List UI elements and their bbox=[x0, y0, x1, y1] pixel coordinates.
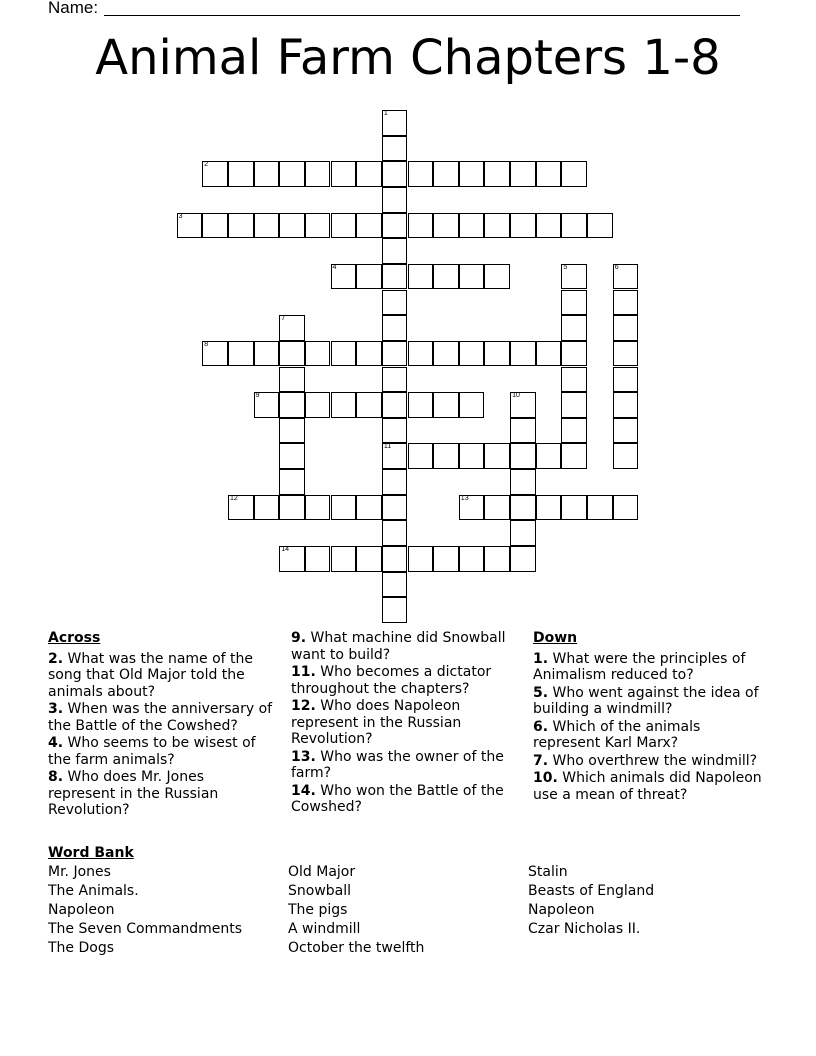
grid-cell[interactable] bbox=[613, 443, 639, 469]
across-clue bbox=[291, 664, 523, 697]
word-bank-item: Snowball bbox=[288, 883, 352, 899]
across-clue bbox=[48, 735, 273, 768]
grid-cell[interactable] bbox=[536, 341, 562, 367]
clue-number: 5 bbox=[563, 263, 568, 271]
grid-cell[interactable] bbox=[331, 546, 357, 572]
grid-cell[interactable] bbox=[331, 264, 357, 290]
grid-cell[interactable] bbox=[510, 341, 536, 367]
clue-text: Who went against the idea of building a windmill? bbox=[533, 684, 759, 717]
grid-cell[interactable] bbox=[536, 161, 562, 187]
across-clue bbox=[291, 749, 523, 782]
word-bank-column-1 bbox=[48, 863, 242, 958]
grid-cell[interactable] bbox=[484, 341, 510, 367]
clue-number: 8 bbox=[204, 340, 209, 348]
word-bank-item: October the twelfth bbox=[288, 940, 425, 956]
grid-cell[interactable] bbox=[279, 213, 305, 239]
clue-number: 2 bbox=[204, 161, 209, 169]
clue-text: Which of the animals represent Karl Marx? bbox=[533, 718, 701, 751]
clue-number: 13 bbox=[460, 494, 469, 502]
grid-cell[interactable] bbox=[536, 495, 562, 521]
grid-cell[interactable] bbox=[382, 136, 408, 162]
grid-cell[interactable] bbox=[356, 213, 382, 239]
grid-cell[interactable] bbox=[331, 161, 357, 187]
grid-cell[interactable] bbox=[382, 264, 408, 290]
clue-number: 4. bbox=[48, 735, 64, 751]
grid-cell[interactable] bbox=[433, 546, 459, 572]
grid-cell[interactable] bbox=[331, 495, 357, 521]
grid-cell[interactable] bbox=[613, 341, 639, 367]
grid-cell[interactable] bbox=[408, 443, 434, 469]
clue-text: What machine did Snowball want to build? bbox=[291, 630, 506, 663]
grid-cell[interactable] bbox=[613, 367, 639, 393]
grid-cell[interactable] bbox=[408, 264, 434, 290]
clue-number: 4 bbox=[332, 263, 337, 271]
clue-number: 1 bbox=[383, 110, 388, 117]
grid-cell[interactable] bbox=[305, 341, 331, 367]
grid-cell[interactable] bbox=[356, 546, 382, 572]
across-clue bbox=[48, 769, 273, 819]
clue-number: 14 bbox=[281, 546, 290, 554]
name-label: Name: bbox=[48, 0, 99, 17]
grid-cell[interactable] bbox=[561, 392, 587, 418]
word-bank-item: Old Major bbox=[288, 864, 356, 880]
clue-text: What were the principles of Animalism reduced to? bbox=[533, 650, 746, 683]
grid-cell[interactable] bbox=[561, 367, 587, 393]
grid-cell[interactable] bbox=[510, 443, 536, 469]
grid-cell[interactable] bbox=[561, 290, 587, 316]
grid-cell[interactable] bbox=[510, 469, 536, 495]
clue-number: 1. bbox=[533, 650, 549, 667]
grid-cell[interactable] bbox=[408, 161, 434, 187]
grid-cell[interactable] bbox=[408, 213, 434, 239]
grid-cell[interactable] bbox=[382, 469, 408, 495]
grid-cell[interactable] bbox=[305, 546, 331, 572]
grid-cell[interactable] bbox=[433, 264, 459, 290]
grid-cell[interactable] bbox=[561, 161, 587, 187]
grid-cell[interactable] bbox=[331, 213, 357, 239]
across-clue bbox=[48, 701, 273, 734]
grid-cell[interactable] bbox=[433, 443, 459, 469]
grid-cell[interactable] bbox=[561, 213, 587, 239]
down-heading: Down bbox=[533, 630, 578, 646]
grid-cell[interactable] bbox=[510, 213, 536, 239]
clue-number: 6. bbox=[533, 718, 549, 735]
clue-number: 9. bbox=[291, 630, 307, 646]
grid-cell[interactable] bbox=[484, 495, 510, 521]
word-bank-item: Mr. Jones bbox=[48, 864, 111, 880]
grid-cell[interactable] bbox=[408, 392, 434, 418]
grid-cell[interactable] bbox=[279, 418, 305, 444]
clue-number: 8. bbox=[48, 769, 64, 785]
grid-cell[interactable] bbox=[305, 213, 331, 239]
grid-cell[interactable] bbox=[510, 495, 536, 521]
clue-number: 10. bbox=[533, 770, 558, 786]
grid-cell[interactable] bbox=[433, 213, 459, 239]
word-bank-item: Napoleon bbox=[48, 902, 115, 918]
grid-cell[interactable] bbox=[279, 495, 305, 521]
page-title: Animal Farm Chapters 1-8 bbox=[95, 30, 721, 86]
grid-cell[interactable] bbox=[305, 161, 331, 187]
grid-cell[interactable] bbox=[561, 264, 587, 290]
grid-cell[interactable] bbox=[202, 161, 228, 187]
grid-cell[interactable] bbox=[279, 367, 305, 393]
grid-cell[interactable] bbox=[331, 392, 357, 418]
grid-cell[interactable] bbox=[356, 264, 382, 290]
grid-cell[interactable] bbox=[613, 315, 639, 341]
grid-cell[interactable] bbox=[613, 418, 639, 444]
grid-cell[interactable] bbox=[459, 392, 485, 418]
grid-cell[interactable] bbox=[382, 110, 408, 136]
clue-text: When was the anniversary of the Battle of the Cowshed? bbox=[48, 701, 273, 734]
grid-cell[interactable] bbox=[254, 341, 280, 367]
grid-cell[interactable] bbox=[587, 495, 613, 521]
grid-cell[interactable] bbox=[382, 520, 408, 546]
grid-cell[interactable] bbox=[561, 315, 587, 341]
word-bank-column-3 bbox=[528, 863, 654, 939]
clue-text: Who does Napoleon represent in the Russian Revolution? bbox=[291, 698, 462, 747]
grid-cell[interactable] bbox=[382, 238, 408, 264]
clue-number: 2. bbox=[48, 650, 64, 667]
clue-number: 3. bbox=[48, 701, 64, 717]
grid-cell[interactable] bbox=[382, 315, 408, 341]
grid-cell[interactable] bbox=[484, 161, 510, 187]
grid-cell[interactable] bbox=[382, 213, 408, 239]
word-bank-item: The Seven Commandments bbox=[48, 921, 243, 937]
grid-cell[interactable] bbox=[228, 161, 254, 187]
clue-number: 9 bbox=[255, 392, 260, 400]
word-bank-item: The Dogs bbox=[48, 940, 115, 956]
grid-cell[interactable] bbox=[202, 341, 228, 367]
across-clues-column-1 bbox=[48, 630, 273, 820]
grid-cell[interactable] bbox=[510, 418, 536, 444]
grid-cell[interactable] bbox=[587, 213, 613, 239]
grid-cell[interactable] bbox=[279, 341, 305, 367]
clue-text: Which animals did Napoleon use a mean of threat? bbox=[533, 770, 762, 803]
down-clue bbox=[533, 770, 769, 803]
grid-cell[interactable] bbox=[254, 392, 280, 418]
grid-cell[interactable] bbox=[510, 161, 536, 187]
grid-cell[interactable] bbox=[382, 161, 408, 187]
grid-cell[interactable] bbox=[356, 495, 382, 521]
grid-cell[interactable] bbox=[613, 264, 639, 290]
grid-cell[interactable] bbox=[536, 213, 562, 239]
grid-cell[interactable] bbox=[484, 213, 510, 239]
grid-cell[interactable] bbox=[561, 443, 587, 469]
grid-cell[interactable] bbox=[177, 213, 203, 239]
grid-cell[interactable] bbox=[305, 495, 331, 521]
grid-cell[interactable] bbox=[279, 469, 305, 495]
clue-number: 7 bbox=[281, 315, 286, 323]
grid-cell[interactable] bbox=[254, 495, 280, 521]
grid-cell[interactable] bbox=[459, 495, 485, 521]
across-clue bbox=[48, 651, 273, 701]
word-bank-item: Stalin bbox=[528, 864, 568, 880]
word-bank-item: Napoleon bbox=[528, 902, 595, 918]
grid-cell[interactable] bbox=[459, 443, 485, 469]
grid-cell[interactable] bbox=[536, 443, 562, 469]
grid-cell[interactable] bbox=[228, 213, 254, 239]
across-clue bbox=[291, 783, 523, 816]
grid-cell[interactable] bbox=[433, 161, 459, 187]
grid-cell[interactable] bbox=[382, 572, 408, 598]
across-clue bbox=[291, 698, 523, 748]
grid-cell[interactable] bbox=[279, 315, 305, 341]
grid-cell[interactable] bbox=[561, 495, 587, 521]
grid-cell[interactable] bbox=[459, 341, 485, 367]
grid-cell[interactable] bbox=[254, 161, 280, 187]
grid-cell[interactable] bbox=[202, 213, 228, 239]
word-bank bbox=[48, 844, 134, 863]
across-heading: Across bbox=[48, 630, 101, 646]
down-clues-column bbox=[533, 630, 769, 804]
grid-cell[interactable] bbox=[510, 546, 536, 572]
grid-cell[interactable] bbox=[382, 367, 408, 393]
down-clue bbox=[533, 685, 769, 718]
clue-number: 10 bbox=[512, 392, 520, 400]
clue-number: 7. bbox=[533, 752, 549, 769]
grid-cell[interactable] bbox=[279, 161, 305, 187]
grid-cell[interactable] bbox=[305, 392, 331, 418]
word-bank-item: Czar Nicholas II. bbox=[528, 921, 641, 937]
word-bank-column-2 bbox=[288, 863, 424, 958]
grid-cell[interactable] bbox=[561, 418, 587, 444]
grid-cell[interactable] bbox=[459, 161, 485, 187]
grid-cell[interactable] bbox=[382, 597, 408, 623]
word-bank-item: The Animals. bbox=[48, 883, 139, 899]
grid-cell[interactable] bbox=[254, 213, 280, 239]
clue-text: Who was the owner of the farm? bbox=[291, 748, 504, 781]
down-clue bbox=[533, 753, 769, 770]
word-bank-item: The pigs bbox=[288, 902, 348, 918]
clue-number: 11. bbox=[291, 664, 316, 680]
word-bank-item: Beasts of England bbox=[528, 883, 655, 899]
grid-cell[interactable] bbox=[433, 341, 459, 367]
grid-cell[interactable] bbox=[279, 443, 305, 469]
grid-cell[interactable] bbox=[382, 546, 408, 572]
grid-cell[interactable] bbox=[613, 290, 639, 316]
grid-cell[interactable] bbox=[382, 392, 408, 418]
grid-cell[interactable] bbox=[459, 546, 485, 572]
clue-text: What was the name of the song that Old Major told the animals about? bbox=[48, 650, 254, 700]
grid-cell[interactable] bbox=[561, 341, 587, 367]
clue-text: Who seems to be wisest of the farm animals? bbox=[48, 735, 256, 768]
grid-cell[interactable] bbox=[279, 546, 305, 572]
grid-cell[interactable] bbox=[382, 290, 408, 316]
grid-cell[interactable] bbox=[408, 546, 434, 572]
grid-cell[interactable] bbox=[331, 341, 357, 367]
grid-cell[interactable] bbox=[613, 392, 639, 418]
clue-text: Who won the Battle of the Cowshed? bbox=[291, 782, 504, 815]
grid-cell[interactable] bbox=[228, 341, 254, 367]
clue-text: Who does Mr. Jones represent in the Russian Revolution? bbox=[48, 769, 219, 818]
grid-cell[interactable] bbox=[382, 495, 408, 521]
grid-cell[interactable] bbox=[408, 341, 434, 367]
grid-cell[interactable] bbox=[510, 520, 536, 546]
clue-number: 13. bbox=[291, 748, 316, 765]
grid-cell[interactable] bbox=[459, 213, 485, 239]
grid-cell[interactable] bbox=[382, 418, 408, 444]
down-clue bbox=[533, 719, 769, 752]
grid-cell[interactable] bbox=[279, 392, 305, 418]
across-clue bbox=[291, 630, 523, 663]
word-bank-item: A windmill bbox=[288, 921, 361, 937]
down-clue bbox=[533, 651, 769, 684]
grid-cell[interactable] bbox=[382, 443, 408, 469]
grid-cell[interactable] bbox=[613, 495, 639, 521]
grid-cell[interactable] bbox=[459, 264, 485, 290]
across-clues-column-2 bbox=[291, 630, 523, 817]
clue-number: 3 bbox=[178, 212, 183, 220]
grid-cell[interactable] bbox=[484, 546, 510, 572]
word-bank-heading: Word Bank bbox=[48, 845, 134, 861]
grid-cell[interactable] bbox=[382, 341, 408, 367]
clue-number: 11 bbox=[383, 443, 392, 451]
clue-number: 6 bbox=[614, 263, 619, 271]
grid-cell[interactable] bbox=[356, 161, 382, 187]
grid-cell[interactable] bbox=[510, 392, 536, 418]
grid-cell[interactable] bbox=[228, 495, 254, 521]
clue-number: 5. bbox=[533, 684, 549, 701]
grid-cell[interactable] bbox=[433, 392, 459, 418]
clue-text: Who becomes a dictator throughout the chapters? bbox=[291, 664, 492, 697]
grid-cell[interactable] bbox=[356, 341, 382, 367]
grid-cell[interactable] bbox=[356, 392, 382, 418]
clue-text: Who overthrew the windmill? bbox=[552, 752, 758, 769]
grid-cell[interactable] bbox=[484, 443, 510, 469]
grid-cell[interactable] bbox=[382, 187, 408, 213]
clue-number: 14. bbox=[291, 782, 316, 799]
clue-number: 12. bbox=[291, 698, 316, 714]
clue-number: 12 bbox=[229, 494, 238, 502]
grid-cell[interactable] bbox=[484, 264, 510, 290]
